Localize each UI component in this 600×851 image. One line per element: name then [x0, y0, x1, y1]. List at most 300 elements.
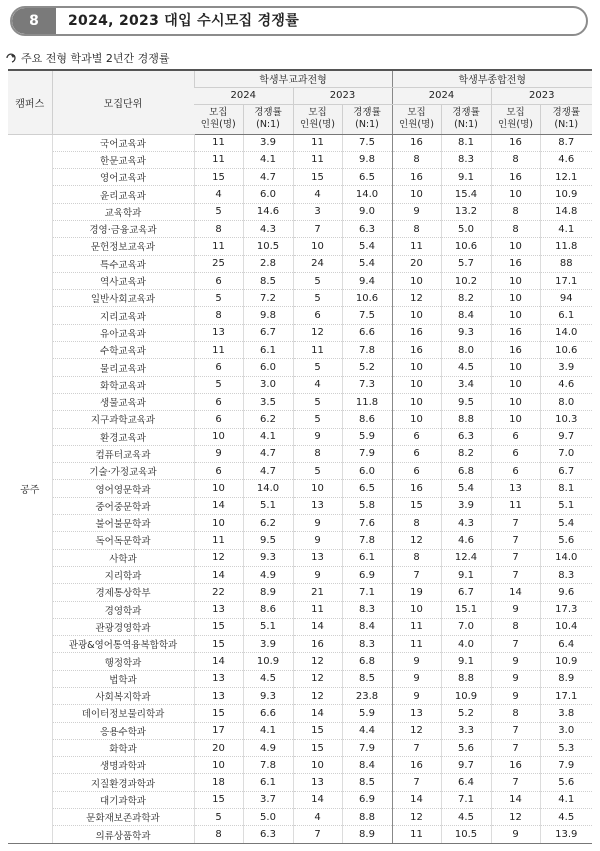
quota-cell: 8: [194, 220, 243, 237]
rate-cell: 4.1: [243, 151, 293, 168]
quota-cell: 16: [392, 342, 441, 359]
table-row: [8, 566, 592, 583]
quota-cell: 16: [392, 757, 441, 774]
table-row: [8, 220, 592, 237]
rate-cell: 8.4: [342, 757, 392, 774]
quota-cell: 5: [194, 376, 243, 393]
table-row: [8, 705, 592, 722]
rate-cell: 4.5: [441, 809, 491, 826]
section-header: [10, 6, 588, 36]
table-row: [8, 428, 592, 445]
quota-cell: 8: [293, 445, 342, 462]
quota-cell: 11: [293, 342, 342, 359]
dept-cell: 사학과: [52, 549, 194, 566]
quota-cell: 14: [293, 791, 342, 808]
quota-cell: 12: [293, 324, 342, 341]
quota-cell: 9: [293, 515, 342, 532]
quota-cell: 20: [392, 255, 441, 272]
quota-cell: 9: [491, 688, 540, 705]
rate-cell: 6.2: [243, 411, 293, 428]
rate-cell: 5.1: [243, 618, 293, 635]
dept-cell: 환경교육과: [52, 428, 194, 445]
quota-cell: 13: [293, 549, 342, 566]
quota-cell: 4: [194, 186, 243, 203]
quota-cell: 15: [293, 169, 342, 186]
rate-cell: 10.9: [243, 653, 293, 670]
quota-cell: 10: [392, 411, 441, 428]
table-row: [8, 757, 592, 774]
rate-cell: 8.3: [540, 566, 592, 583]
rate-cell: 4.1: [243, 428, 293, 445]
rate-cell: 8.6: [342, 411, 392, 428]
quota-cell: 7: [491, 774, 540, 791]
quota-cell: 5: [293, 359, 342, 376]
table-row: [8, 532, 592, 549]
quota-cell: 14: [194, 566, 243, 583]
rate-cell: 8.8: [441, 670, 491, 687]
dept-cell: 교육학과: [52, 203, 194, 220]
rate-cell: 3.9: [243, 134, 293, 151]
table-row: [8, 670, 592, 687]
rate-cell: 4.6: [540, 151, 592, 168]
rate-cell: 8.2: [441, 290, 491, 307]
quota-cell: 10: [491, 290, 540, 307]
quota-cell: 15: [194, 169, 243, 186]
rate-cell: 6.5: [342, 480, 392, 497]
rate-header: 경쟁률 (N:1): [243, 104, 293, 134]
quota-cell: 10: [392, 272, 441, 289]
quota-cell: 10: [194, 480, 243, 497]
table-row: [8, 722, 592, 739]
rate-cell: 9.8: [243, 307, 293, 324]
dept-cell: 지리교육과: [52, 307, 194, 324]
quota-cell: 14: [194, 653, 243, 670]
rate-cell: 6.9: [342, 566, 392, 583]
rate-cell: 10.2: [441, 272, 491, 289]
rate-cell: 4.1: [243, 722, 293, 739]
rate-cell: 10.6: [441, 238, 491, 255]
rate-cell: 14.6: [243, 203, 293, 220]
table-row: [8, 255, 592, 272]
rate-cell: 6.3: [243, 826, 293, 843]
table-row: [8, 791, 592, 808]
quota-cell: 10: [491, 393, 540, 410]
quota-cell: 14: [491, 584, 540, 601]
campus-cell: 공주: [8, 134, 52, 843]
quota-cell: 13: [194, 670, 243, 687]
quota-cell: 10: [392, 601, 441, 618]
rate-cell: 5.6: [540, 774, 592, 791]
rate-cell: 10.5: [243, 238, 293, 255]
dept-cell: 윤리교육과: [52, 186, 194, 203]
dept-cell: 대기과학과: [52, 791, 194, 808]
quota-cell: 9: [392, 653, 441, 670]
section-title: 2024, 2023 대입 수시모집 경쟁률: [68, 13, 300, 29]
dept-cell: 경영·금융교육과: [52, 220, 194, 237]
rate-cell: 4.5: [441, 359, 491, 376]
rate-cell: 4.5: [540, 809, 592, 826]
quota-cell: 16: [392, 480, 441, 497]
rate-cell: 6.8: [342, 653, 392, 670]
rate-cell: 9.1: [441, 566, 491, 583]
quota-cell: 7: [491, 532, 540, 549]
rate-cell: 15.1: [441, 601, 491, 618]
quota-cell: 16: [491, 757, 540, 774]
rate-cell: 10.9: [540, 653, 592, 670]
quota-cell: 8: [491, 705, 540, 722]
rate-cell: 8.3: [441, 151, 491, 168]
quota-cell: 7: [293, 220, 342, 237]
quota-cell: 11: [293, 151, 342, 168]
rate-cell: 6.1: [243, 774, 293, 791]
table-row: [8, 515, 592, 532]
quota-cell: 15: [194, 618, 243, 635]
quota-cell: 19: [392, 584, 441, 601]
rate-cell: 17.1: [540, 272, 592, 289]
dept-cell: 기술·가정교육과: [52, 463, 194, 480]
quota-cell: 13: [194, 601, 243, 618]
dept-cell: 유아교육과: [52, 324, 194, 341]
rate-cell: 8.0: [441, 342, 491, 359]
quota-cell: 9: [293, 566, 342, 583]
rate-cell: 5.9: [342, 428, 392, 445]
quota-cell: 8: [392, 220, 441, 237]
quota-cell: 6: [194, 411, 243, 428]
quota-cell: 8: [491, 618, 540, 635]
table-row: [8, 186, 592, 203]
quota-cell: 4: [293, 186, 342, 203]
rate-cell: 8.8: [342, 809, 392, 826]
quota-cell: 14: [194, 497, 243, 514]
rate-cell: 5.2: [342, 359, 392, 376]
quota-cell: 7: [293, 826, 342, 843]
rate-cell: 7.0: [441, 618, 491, 635]
rate-cell: 8.2: [441, 445, 491, 462]
rate-cell: 4.7: [243, 463, 293, 480]
quota-cell: 13: [194, 324, 243, 341]
rate-cell: 3.0: [540, 722, 592, 739]
quota-cell: 11: [392, 618, 441, 635]
quota-cell: 18: [194, 774, 243, 791]
dept-cell: 영어영문학과: [52, 480, 194, 497]
rate-cell: 4.1: [540, 791, 592, 808]
quota-cell: 11: [194, 238, 243, 255]
table-row: [8, 359, 592, 376]
quota-cell: 12: [194, 549, 243, 566]
rate-cell: 9.5: [243, 532, 293, 549]
rate-cell: 4.1: [540, 220, 592, 237]
table-body: [8, 134, 592, 843]
rate-cell: 8.0: [540, 393, 592, 410]
quota-cell: 3: [293, 203, 342, 220]
quota-cell: 16: [392, 134, 441, 151]
quota-cell: 6: [194, 393, 243, 410]
quota-cell: 5: [194, 290, 243, 307]
rate-cell: 4.6: [540, 376, 592, 393]
rate-cell: 2.8: [243, 255, 293, 272]
quota-cell: 9: [194, 445, 243, 462]
quota-cell: 6: [491, 445, 540, 462]
table-row: [8, 203, 592, 220]
table-row: [8, 324, 592, 341]
quota-cell: 12: [392, 290, 441, 307]
rate-cell: 4.7: [243, 445, 293, 462]
dept-cell: 수학교육과: [52, 342, 194, 359]
table-row: [8, 601, 592, 618]
dept-cell: 국어교육과: [52, 134, 194, 151]
quota-cell: 8: [392, 151, 441, 168]
table-row: [8, 688, 592, 705]
quota-cell: 7: [491, 515, 540, 532]
rate-cell: 13.9: [540, 826, 592, 843]
rate-cell: 4.3: [441, 515, 491, 532]
rate-cell: 23.8: [342, 688, 392, 705]
rate-cell: 10.4: [540, 618, 592, 635]
table-row: [8, 549, 592, 566]
quota-cell: 9: [491, 601, 540, 618]
quota-cell: 10: [491, 376, 540, 393]
quota-cell: 7: [392, 774, 441, 791]
rate-cell: 6.0: [342, 463, 392, 480]
rate-cell: 10.5: [441, 826, 491, 843]
rate-cell: 6.2: [243, 515, 293, 532]
quota-cell: 11: [194, 134, 243, 151]
dept-cell: 법학과: [52, 670, 194, 687]
table-row: [8, 376, 592, 393]
quota-cell: 15: [392, 497, 441, 514]
dept-cell: 일반사회교육과: [52, 290, 194, 307]
quota-cell: 10: [392, 376, 441, 393]
table-row: [8, 584, 592, 601]
quota-cell: 5: [293, 411, 342, 428]
table-row: [8, 272, 592, 289]
quota-cell: 10: [491, 272, 540, 289]
quota-cell: 6: [392, 445, 441, 462]
year-header: 2023: [293, 87, 392, 104]
dept-cell: 생명과학과: [52, 757, 194, 774]
rate-cell: 4.9: [243, 739, 293, 756]
rate-cell: 9.3: [441, 324, 491, 341]
rate-cell: 7.1: [441, 791, 491, 808]
rate-cell: 8.1: [441, 134, 491, 151]
rate-cell: 17.3: [540, 601, 592, 618]
rate-cell: 3.9: [540, 359, 592, 376]
quota-cell: 16: [491, 169, 540, 186]
quota-cell: 25: [194, 255, 243, 272]
dept-cell: 컴퓨터교육과: [52, 445, 194, 462]
rate-cell: 4.0: [441, 636, 491, 653]
quota-cell: 13: [392, 705, 441, 722]
rate-cell: 5.0: [243, 809, 293, 826]
quota-cell: 9: [392, 203, 441, 220]
table-row: [8, 774, 592, 791]
dept-cell: 화학교육과: [52, 376, 194, 393]
quota-cell: 11: [194, 532, 243, 549]
rate-cell: 5.6: [540, 532, 592, 549]
table-row: [8, 393, 592, 410]
rate-cell: 3.4: [441, 376, 491, 393]
rate-cell: 3.3: [441, 722, 491, 739]
quota-cell: 7: [392, 566, 441, 583]
rate-cell: 7.9: [540, 757, 592, 774]
quota-cell: 10: [194, 515, 243, 532]
rate-cell: 6.1: [540, 307, 592, 324]
dept-cell: 사회복지학과: [52, 688, 194, 705]
dept-cell: 데이터정보물리학과: [52, 705, 194, 722]
rate-cell: 12.4: [441, 549, 491, 566]
table-row: [8, 826, 592, 843]
rate-cell: 10.6: [540, 342, 592, 359]
rate-cell: 7.8: [342, 532, 392, 549]
quota-cell: 12: [392, 809, 441, 826]
table-row: [8, 480, 592, 497]
quota-cell: 9: [293, 428, 342, 445]
rate-cell: 9.8: [342, 151, 392, 168]
quota-cell: 11: [392, 238, 441, 255]
table-row: [8, 809, 592, 826]
quota-cell: 6: [491, 463, 540, 480]
rate-cell: 5.4: [441, 480, 491, 497]
quota-cell: 11: [293, 601, 342, 618]
rate-cell: 6.6: [243, 705, 293, 722]
rate-cell: 9.3: [243, 688, 293, 705]
quota-cell: 12: [392, 722, 441, 739]
quota-cell: 5: [293, 463, 342, 480]
rate-cell: 11.8: [540, 238, 592, 255]
year-header: 2024: [392, 87, 491, 104]
quota-cell: 7: [491, 566, 540, 583]
dept-cell: 화학과: [52, 739, 194, 756]
dept-cell: 문헌정보교육과: [52, 238, 194, 255]
dept-cell: 특수교육과: [52, 255, 194, 272]
quota-cell: 9: [293, 532, 342, 549]
dept-cell: 한문교육과: [52, 151, 194, 168]
rate-cell: 14.8: [540, 203, 592, 220]
quota-cell: 10: [491, 238, 540, 255]
quota-cell: 9: [491, 826, 540, 843]
quota-cell: 24: [293, 255, 342, 272]
quota-cell: 15: [293, 739, 342, 756]
dept-cell: 역사교육과: [52, 272, 194, 289]
quota-cell: 8: [194, 826, 243, 843]
quota-cell: 5: [293, 272, 342, 289]
rate-cell: 4.3: [243, 220, 293, 237]
rate-cell: 8.4: [342, 618, 392, 635]
quota-cell: 10: [293, 480, 342, 497]
table-row: [8, 238, 592, 255]
rate-cell: 6.7: [243, 324, 293, 341]
dept-cell: 행정학과: [52, 653, 194, 670]
rate-cell: 6.8: [441, 463, 491, 480]
quota-cell: 10: [293, 238, 342, 255]
dept-cell: 문화재보존과학과: [52, 809, 194, 826]
quota-cell: 10: [293, 757, 342, 774]
quota-cell: 5: [293, 290, 342, 307]
dept-cell: 생물교육과: [52, 393, 194, 410]
quota-cell: 12: [491, 809, 540, 826]
quota-cell: 14: [392, 791, 441, 808]
quota-cell: 7: [491, 722, 540, 739]
rate-cell: 6.1: [243, 342, 293, 359]
rate-cell: 5.9: [342, 705, 392, 722]
quota-cell: 8: [491, 220, 540, 237]
quota-cell: 11: [491, 497, 540, 514]
quota-cell: 13: [194, 688, 243, 705]
quota-cell: 6: [491, 428, 540, 445]
rate-cell: 5.8: [342, 497, 392, 514]
quota-cell: 9: [392, 670, 441, 687]
rate-cell: 6.4: [441, 774, 491, 791]
rate-cell: 5.4: [540, 515, 592, 532]
quota-cell: 11: [392, 826, 441, 843]
rate-cell: 5.4: [342, 238, 392, 255]
rate-cell: 7.3: [342, 376, 392, 393]
rate-cell: 8.9: [243, 584, 293, 601]
rate-cell: 7.5: [342, 134, 392, 151]
table-row: [8, 653, 592, 670]
quota-header: 모집 인원(명): [491, 104, 540, 134]
table-row: [8, 636, 592, 653]
quota-cell: 5: [194, 203, 243, 220]
rate-cell: 14.0: [540, 549, 592, 566]
quota-cell: 11: [392, 636, 441, 653]
rate-cell: 6.0: [243, 359, 293, 376]
quota-cell: 8: [392, 515, 441, 532]
quota-cell: 7: [392, 739, 441, 756]
quota-cell: 10: [194, 428, 243, 445]
rate-cell: 10.9: [441, 688, 491, 705]
quota-cell: 6: [194, 463, 243, 480]
dept-cell: 지질환경과학과: [52, 774, 194, 791]
rate-cell: 14.0: [342, 186, 392, 203]
quota-cell: 17: [194, 722, 243, 739]
rate-cell: 5.0: [441, 220, 491, 237]
rate-cell: 8.5: [342, 774, 392, 791]
quota-cell: 6: [392, 428, 441, 445]
quota-cell: 10: [491, 359, 540, 376]
quota-cell: 14: [491, 791, 540, 808]
rate-cell: 8.1: [540, 480, 592, 497]
dept-cell: 영어교육과: [52, 169, 194, 186]
rate-cell: 10.9: [540, 186, 592, 203]
dept-cell: 지리학과: [52, 566, 194, 583]
rate-cell: 8.5: [342, 670, 392, 687]
rate-cell: 6.7: [441, 584, 491, 601]
quota-cell: 11: [194, 342, 243, 359]
dept-cell: 관광&영어통역융복합학과: [52, 636, 194, 653]
rate-cell: 7.0: [540, 445, 592, 462]
quota-cell: 7: [491, 636, 540, 653]
rate-cell: 3.7: [243, 791, 293, 808]
rate-cell: 6.5: [342, 169, 392, 186]
rate-cell: 9.3: [243, 549, 293, 566]
year-header: 2024: [194, 87, 293, 104]
quota-cell: 16: [392, 169, 441, 186]
dept-cell: 지구과학교육과: [52, 411, 194, 428]
quota-cell: 10: [392, 393, 441, 410]
quota-cell: 13: [293, 497, 342, 514]
dept-header: 모집단위: [52, 70, 194, 134]
quota-cell: 21: [293, 584, 342, 601]
rate-cell: 88: [540, 255, 592, 272]
rate-cell: 8.9: [540, 670, 592, 687]
quota-cell: 15: [194, 636, 243, 653]
quota-cell: 14: [293, 618, 342, 635]
dept-cell: 의류상품학과: [52, 826, 194, 843]
rate-cell: 14.0: [243, 480, 293, 497]
rate-cell: 6.1: [342, 549, 392, 566]
quota-cell: 16: [392, 324, 441, 341]
